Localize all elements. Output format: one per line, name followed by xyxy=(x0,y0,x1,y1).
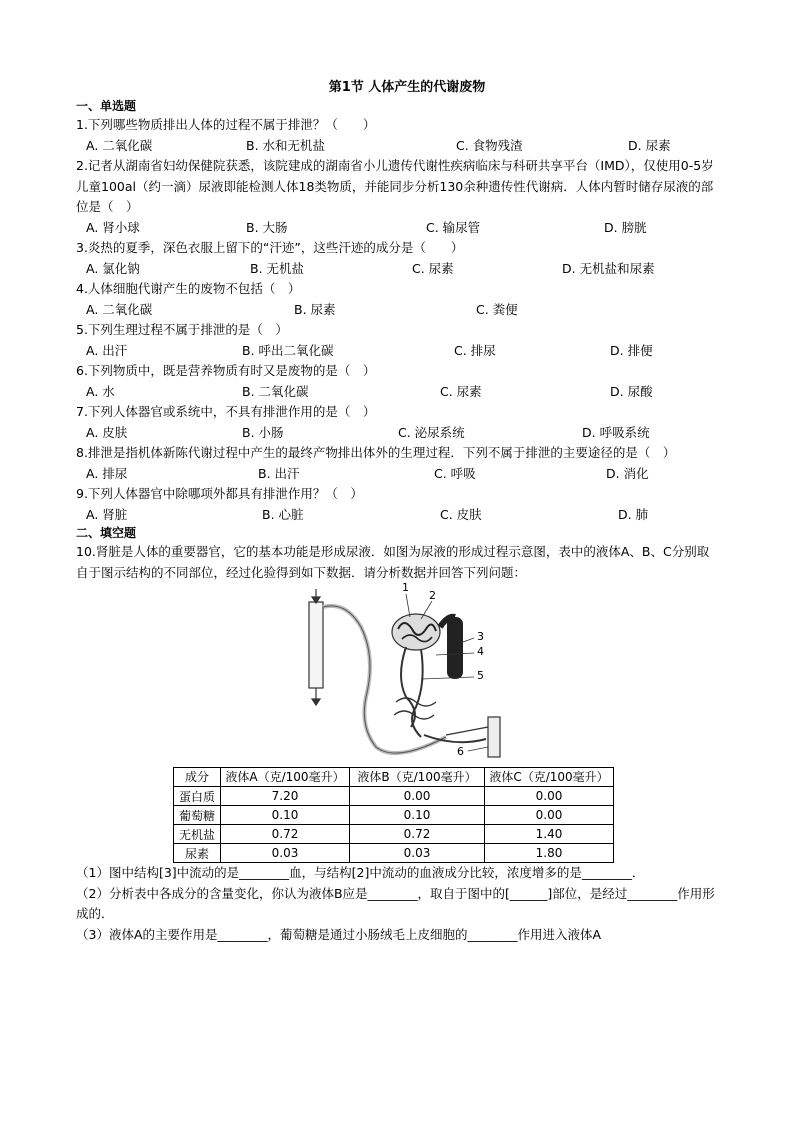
options-row xyxy=(76,300,718,321)
question-stem: 4.人体细胞代谢产生的废物不包括（ ） xyxy=(76,281,301,296)
option-a[interactable]: A. 肾小球 xyxy=(86,219,140,235)
option-a[interactable]: A. 水 xyxy=(86,383,115,399)
options-row xyxy=(76,259,718,280)
table-cell: 0.72 xyxy=(350,825,485,844)
glomerulus xyxy=(392,614,440,650)
option-c[interactable]: C. 粪便 xyxy=(476,301,518,317)
question-stem: 5.下列生理过程不属于排泄的是（ ） xyxy=(76,322,288,337)
option-b[interactable]: B. 呼出二氧化碳 xyxy=(242,342,334,358)
option-d[interactable]: D. 肺 xyxy=(618,506,649,522)
option-a[interactable]: A. 排尿 xyxy=(86,465,128,481)
table-cell: 1.40 xyxy=(485,825,614,844)
label-4: 4 xyxy=(477,645,484,658)
label-1: 1 xyxy=(402,581,409,594)
options-row xyxy=(76,382,718,403)
option-c[interactable]: C. 呼吸 xyxy=(434,465,476,481)
table-cell: 尿素 xyxy=(174,844,221,863)
sub-question-3: （3）液体A的主要作用是________，葡萄糖是通过小肠绒毛上皮细胞的________作用进入液体A xyxy=(76,926,602,942)
option-a[interactable]: A. 二氧化碳 xyxy=(86,137,153,153)
table-cell: 0.72 xyxy=(221,825,350,844)
data-table xyxy=(173,767,614,863)
table-cell: 蛋白质 xyxy=(174,787,221,806)
table-cell: 0.10 xyxy=(350,806,485,825)
capillary-network xyxy=(394,647,486,742)
option-a[interactable]: A. 皮肤 xyxy=(86,424,128,440)
question-stem: 6.下列物质中，既是营养物质有时又是废物的是（ ） xyxy=(76,363,376,378)
option-b[interactable]: B. 水和无机盐 xyxy=(246,137,326,153)
options-row xyxy=(76,505,718,526)
table-row xyxy=(174,825,614,844)
question-stem: 1.下列哪些物质排出人体的过程不属于排泄？（ ） xyxy=(76,117,376,132)
option-c[interactable]: C. 泌尿系统 xyxy=(398,424,465,440)
table-cell: 0.00 xyxy=(485,806,614,825)
table-cell: 0.03 xyxy=(221,844,350,863)
options-row xyxy=(76,136,718,157)
page-title: 第1节 人体产生的代谢废物 xyxy=(328,80,486,95)
question-stem: 10.肾脏是人体的重要器官，它的基本功能是形成尿液．如图为尿液的形成过程示意图，表中的液体A、B、C分别取自于图示结构的不同部位，经过化验得到如下数据．请分析数据并回答下列问题： xyxy=(76,544,710,580)
option-a[interactable]: A. 出汗 xyxy=(86,342,128,358)
options-row xyxy=(76,464,718,485)
option-b[interactable]: B. 出汗 xyxy=(258,465,300,481)
option-a[interactable]: A. 肾脏 xyxy=(86,506,128,522)
question-stem: 9.下列人体器官中除哪项外都具有排泄作用？（ ） xyxy=(76,486,363,501)
sub-question-1: （1）图中结构[3]中流动的是________血，与结构[2]中流动的血液成分比较，浓度增多的是________． xyxy=(76,865,645,880)
table-row xyxy=(174,844,614,863)
sub-question-2: （2）分析表中各成分的含量变化，你认为液体B应是________，取自于图中的[______]部位，是经过________作用形成的． xyxy=(76,885,715,921)
option-c[interactable]: C. 皮肤 xyxy=(440,506,482,522)
worksheet xyxy=(76,76,718,945)
option-c[interactable]: C. 输尿管 xyxy=(426,219,481,235)
option-b[interactable]: B. 无机盐 xyxy=(250,260,305,276)
option-d[interactable]: D. 尿素 xyxy=(628,137,671,153)
label-5: 5 xyxy=(477,669,484,682)
option-b[interactable]: B. 二氧化碳 xyxy=(242,383,309,399)
options-row xyxy=(76,218,718,239)
option-a[interactable]: A. 氯化钠 xyxy=(86,260,140,276)
question-stem: 7.下列人体器官或系统中，不具有排泄作用的是（ ） xyxy=(76,404,376,419)
table-cell: 无机盐 xyxy=(174,825,221,844)
table-cell: 葡萄糖 xyxy=(174,806,221,825)
table-row xyxy=(174,806,614,825)
option-b[interactable]: B. 尿素 xyxy=(294,301,336,317)
table-row xyxy=(174,787,614,806)
collecting-duct xyxy=(309,589,323,705)
section-heading-single-choice: 一、单选题 xyxy=(76,99,137,113)
table-cell: 0.03 xyxy=(350,844,485,863)
question-stem: 2.记者从湖南省妇幼保健院获悉，该院建成的湖南省小儿遗传代谢性疾病临床与科研共享平台（IMD），仅使用0-5岁儿童100al（约一滴）尿液即能检测人体18类物质，并能同步分析130余种遗传性代谢病．人体内暂时储存尿液的部位是（ ） xyxy=(76,158,714,214)
option-d[interactable]: D. 膀胱 xyxy=(604,219,647,235)
option-a[interactable]: A. 二氧化碳 xyxy=(86,301,153,317)
question-stem: 3.炎热的夏季，深色衣服上留下的“汗迹”，这些汗迹的成分是（ ） xyxy=(76,240,464,255)
option-d[interactable]: D. 排便 xyxy=(610,342,653,358)
table-header-cell: 液体B（克/100毫升） xyxy=(350,768,485,787)
option-b[interactable]: B. 心脏 xyxy=(262,506,304,522)
renal-artery xyxy=(440,617,463,679)
option-d[interactable]: D. 呼吸系统 xyxy=(582,424,650,440)
table-header-cell: 液体C（克/100毫升） xyxy=(485,768,614,787)
option-c[interactable]: C. 食物残渣 xyxy=(456,137,523,153)
table-cell: 7.20 xyxy=(221,787,350,806)
nephron-diagram xyxy=(76,581,718,767)
label-3: 3 xyxy=(477,630,484,643)
table-cell: 1.80 xyxy=(485,844,614,863)
table-header-cell: 成分 xyxy=(174,768,221,787)
option-d[interactable]: D. 消化 xyxy=(606,465,649,481)
option-c[interactable]: C. 尿素 xyxy=(440,383,482,399)
collecting-tube-right xyxy=(446,717,500,757)
option-d[interactable]: D. 无机盐和尿素 xyxy=(562,260,655,276)
option-b[interactable]: B. 大肠 xyxy=(246,219,288,235)
table-cell: 0.00 xyxy=(485,787,614,806)
section-heading-fill-blank: 二、填空题 xyxy=(76,526,137,540)
option-b[interactable]: B. 小肠 xyxy=(242,424,284,440)
label-2: 2 xyxy=(429,589,436,602)
options-row xyxy=(76,341,718,362)
label-6: 6 xyxy=(457,745,464,758)
table-header-row xyxy=(174,768,614,787)
nephron-diagram-svg xyxy=(76,587,718,767)
question-stem: 8.排泄是指机体新陈代谢过程中产生的最终产物排出体外的生理过程．下列不属于排泄的主要途径的是（ ） xyxy=(76,445,676,460)
options-row xyxy=(76,423,718,444)
table-cell: 0.00 xyxy=(350,787,485,806)
option-c[interactable]: C. 尿素 xyxy=(412,260,454,276)
option-c[interactable]: C. 排尿 xyxy=(454,342,496,358)
option-d[interactable]: D. 尿酸 xyxy=(610,383,653,399)
table-header-cell: 液体A（克/100毫升） xyxy=(221,768,350,787)
table-cell: 0.10 xyxy=(221,806,350,825)
